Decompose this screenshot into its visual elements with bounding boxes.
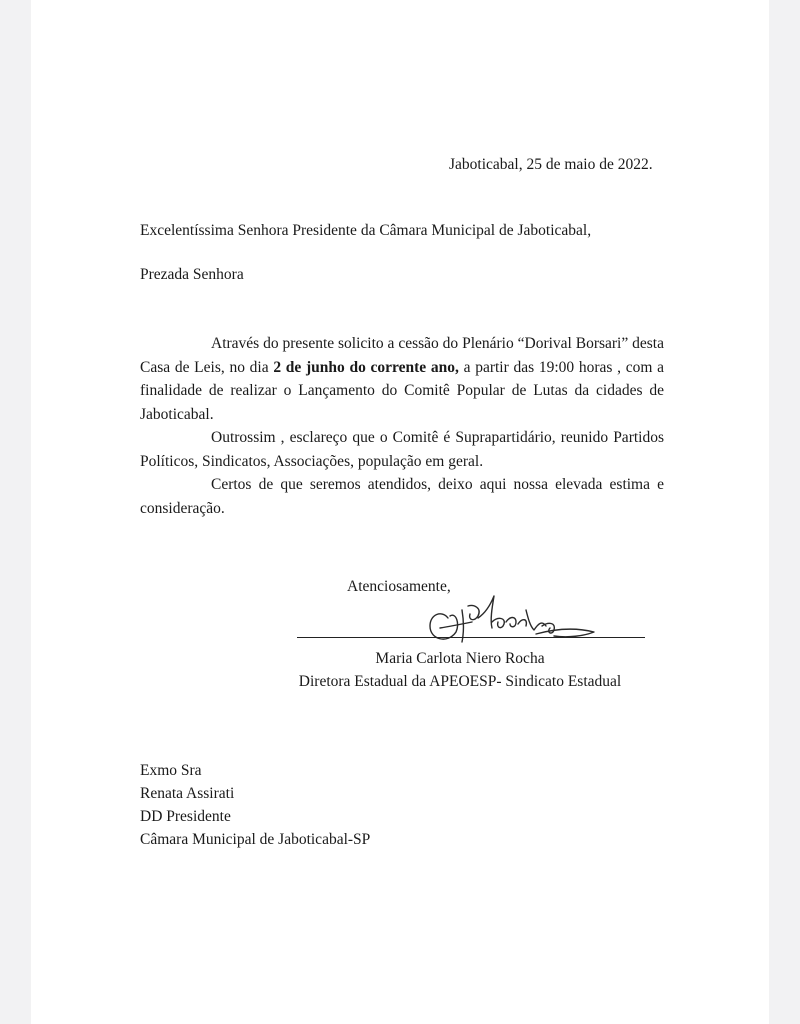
paragraph-request-end: a partir das 19:00 horas , com a finalidade de realizar o Lançamento do Comitê Popular de Lutas da cidades de Jaboticabal.: [140, 358, 665, 423]
paragraph-request-start: Através do presente solicito a cessão do Plenário “Dorival Borsari” desta Casa de Leis, no dia: [140, 335, 664, 376]
signer-title: Diretora Estadual da APEOESP- Sindicato Estadual: [298, 673, 622, 690]
greeting: Prezada Senhora: [140, 266, 244, 283]
handwritten-signature: [418, 588, 598, 650]
recipient-block: [140, 759, 370, 851]
recipient-name: Renata Assirati: [140, 785, 235, 802]
closing: Atenciosamente,: [347, 578, 451, 595]
paragraph-closing-remark: Certos de que seremos atendidos, deixo aqui nossa elevada estima e consideração.: [140, 476, 664, 517]
paragraph-request-date: 2 de junho do corrente ano,: [273, 358, 459, 376]
addressee-line: Excelentíssima Senhora Presidente da Câmara Municipal de Jaboticabal,: [140, 222, 592, 239]
recipient-institution: Câmara Municipal de Jaboticabal-SP: [140, 831, 371, 848]
signature-line: [297, 637, 645, 638]
paragraph-request: [140, 332, 664, 426]
letter-body: [140, 332, 664, 520]
paragraph-committee: Outrossim , esclareço que o Comitê é Suprapartidário, reunido Partidos Políticos, Sindicatos, Associações, população em geral.: [140, 429, 664, 470]
signer-name: Maria Carlota Niero Rocha: [375, 650, 545, 667]
recipient-salutation: Exmo Sra: [140, 762, 202, 779]
recipient-role: DD Presidente: [140, 808, 231, 825]
place-date: Jaboticabal, 25 de maio de 2022.: [449, 156, 653, 173]
